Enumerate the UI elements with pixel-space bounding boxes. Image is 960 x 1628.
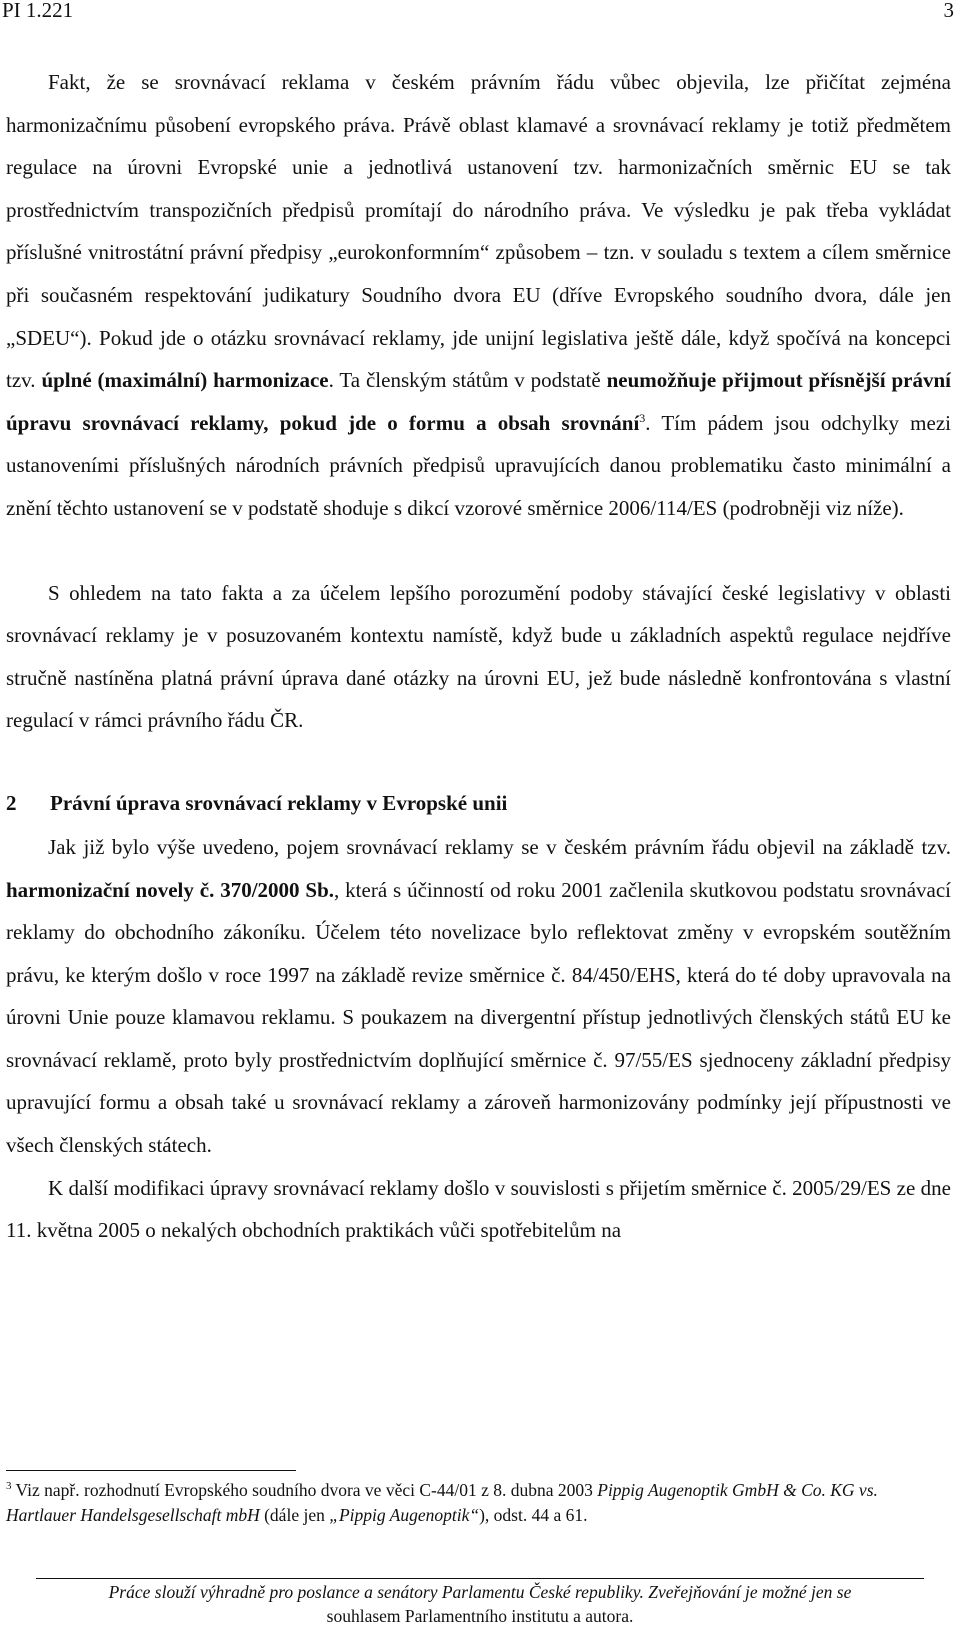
paragraph-3-bold-a: harmonizační novely č. 370/2000 Sb. xyxy=(6,877,335,902)
page-number: 3 xyxy=(943,0,954,22)
paragraph-3-text-a: Jak již bylo výše uvedeno, pojem srovnávací reklamy se v českém právním řádu objevil na základě tzv. xyxy=(48,834,951,859)
footnote-text-a: Viz např. rozhodnutí Evropského soudního dvora ve věci C-44/01 z 8. dubna 2003 xyxy=(11,1480,598,1500)
page-header xyxy=(0,0,960,30)
footnote-case-name: Pippig Augenoptik GmbH & Co. KG vs. Hartlauer Handelsgesellschaft mbH xyxy=(6,1480,878,1525)
paragraph-3 xyxy=(6,826,951,1167)
document-body xyxy=(6,61,951,1252)
section-heading xyxy=(6,782,951,824)
footnote-text-c: ), odst. 44 a 61. xyxy=(479,1505,588,1525)
paragraph-1-text-b: . Ta členským státům v podstatě xyxy=(328,368,607,393)
footnote-text-b: (dále jen xyxy=(259,1505,330,1525)
footnote-short-name: „Pippig Augenoptik“ xyxy=(329,1505,480,1525)
footer-line-2: souhlasem Parlamentního institutu a autora. xyxy=(326,1606,634,1626)
section-number: 2 xyxy=(6,790,17,815)
footer-line-1: Práce slouží výhradně pro poslance a senátory Parlamentu České republiky. Zveřejňování je možné jen se xyxy=(108,1582,852,1602)
paragraph-1-bold-a: úplné (maximální) harmonizace xyxy=(41,368,329,393)
paragraph-1-text-a: Fakt, že se srovnávací reklama v českém právním řádu vůbec objevila, lze přičítat zejména harmonizačnímu působení evropského práva. Právě oblast klamavé a srovnávací reklamy je totiž předmětem regulace na úrovni Evropské unie a jednotlivá ustanovení tzv. harmonizačních směrnic EU se tak prostřednictvím transpozičních předpisů promítají do národního práva. Ve výsledku je pak třeba vykládat příslušné vnitrostátní právní předpisy „eurokonformním“ způsobem – tzn. v souladu s textem a cílem směrnice při současném respektování judikatury Soudního dvora EU (dříve Evropského soudního dvora, dále jen „SDEU“). Pokud jde o otázku srovnávací reklamy, jde unijní legislativa ještě dále, když spočívá na koncepci tzv. xyxy=(6,70,951,393)
document-id: PI 1.221 xyxy=(2,0,74,22)
paragraph-3-text-b: , která s účinností od roku 2001 začlenila skutkovou podstatu srovnávací reklamy do obchodního zákoníku. Účelem této novelizace bylo reflektovat změny v evropském soutěžním právu, ke kterým došlo v roce 1997 na základě revize směrnice č. 84/450/EHS, která do té doby upravovala na úrovni Unie pouze klamavou reklamu. S poukazem na divergentní přístup jednotlivých členských států EU ke srovnávací reklamě, proto byly prostřednictvím doplňující směrnice č. 97/55/ES sjednoceny základní předpisy upravující formu a obsah také u srovnávací reklamy a zároveň harmonizovány podmínky její přípustnosti ve všech členských státech. xyxy=(6,877,951,1158)
paragraph-2: S ohledem na tato fakta a za účelem lepšího porozumění podoby stávající české legislativy v oblasti srovnávací reklamy je v posuzovaném kontextu namístě, když bude u základních aspektů regulace nejdříve stručně nastíněna platná právní úprava dané otázky na úrovni EU, jež bude následně konfrontována s vlastní regulací v rámci právního řádu ČR. xyxy=(6,580,951,733)
paragraph-4: K další modifikaci úpravy srovnávací reklamy došlo v souvislosti s přijetím směrnice č. 2005/29/ES ze dne 11. května 2005 o nekalých obchodních praktikách vůči spotřebitelům na xyxy=(6,1175,951,1243)
paragraph-1 xyxy=(6,61,951,530)
footnote-number: 3 xyxy=(6,1480,12,1493)
paragraph-1-bold-b: neumožňuje přijmout přísnější právní úpravu srovnávací reklamy, pokud jde o formu a obsah srovnání xyxy=(6,368,951,435)
footnote xyxy=(6,1478,926,1528)
paragraph-1-text-c: . Tím pádem jsou odchylky mezi ustanoveními příslušných národních právních předpisů upravujících danou problematiku často minimální a znění těchto ustanovení se v podstatě shoduje s dikcí vzorové směrnice 2006/114/ES (podrobněji viz níže). xyxy=(6,410,951,520)
section-title: Právní úprava srovnávací reklamy v Evropské unii xyxy=(50,790,508,815)
paragraph-spacer xyxy=(6,530,951,572)
footnote-reference[interactable]: 3 xyxy=(639,410,646,425)
footer-separator xyxy=(36,1578,924,1579)
page-footer xyxy=(0,1580,960,1628)
paragraph-spacer xyxy=(6,742,951,782)
footnote-separator xyxy=(6,1470,296,1471)
